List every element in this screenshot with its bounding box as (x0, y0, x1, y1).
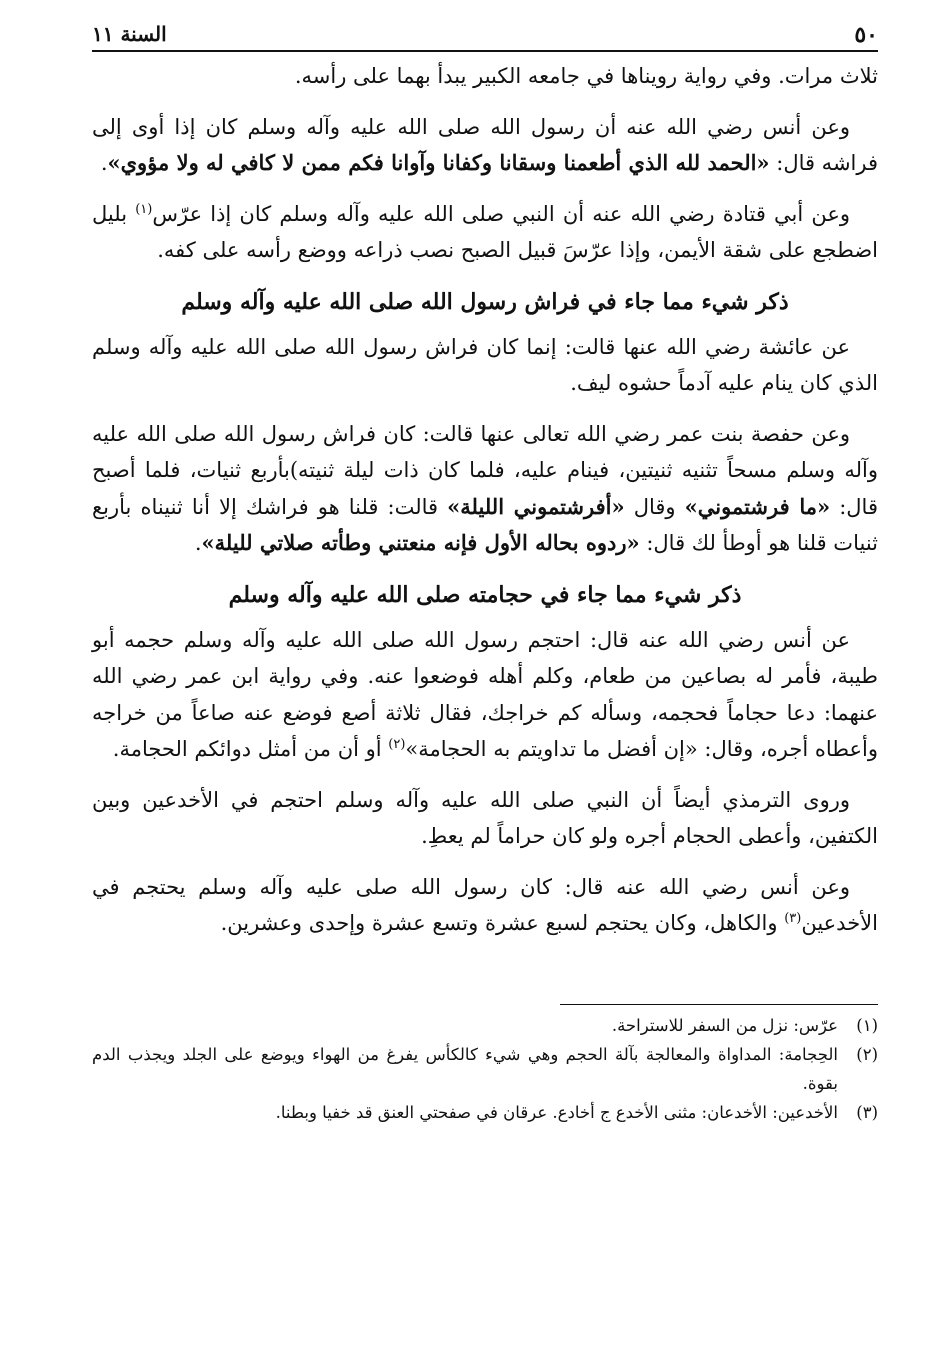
footnote-text: الأخدعين: الأخدعان: مثنى الأخدع ج أخادع. عرقان في صفحتي العنق قد خفيا وبطنا. (275, 1102, 838, 1122)
paragraph-abu-qatada: وعن أبي قتادة رضي الله عنه أن النبي صلى الله عليه وآله وسلم كان إذا عرّس$^{(١)}$ بليل اضطجع على شقة الأيمن، وإذا عرّسَ قبيل الصبح نصب ذراعه ووضع رأسه على كفه. (92, 201, 878, 262)
paragraph-continuation: ثلاث مرات. وفي رواية رويناها في جامعه الكبير يبدأ بهما على رأسه. (294, 64, 878, 88)
footnote-divider (560, 1004, 878, 1005)
footnote-text: الحِجامة: المداواة والمعالجة بآلة الحجم وهي شيء كالكأس يفرغ من الهواء ويوضع على الجلد ويجذب الدم بقوة. (92, 1044, 838, 1093)
section-heading-bedding: ذكر شيء مما جاء في فراش رسول الله صلى الله عليه وآله وسلم (181, 288, 789, 315)
footnote-item (92, 1098, 878, 1127)
running-title: السنة ١١ (92, 22, 167, 46)
paragraph-anas-cupping: عن أنس رضي الله عنه قال: احتجم رسول الله صلى الله عليه وآله وسلم حجمه أبو طيبة، فأمر له بصاعين من طعام، وكلم أهله فوضعوا عنه. وفي رواية ابن عمر رضي الله عنهما: دعا حجاماً فحجمه، وسأله كم خراجك، فقال ثلاثة أصع فوضع عنه صاعاً من خراجه وأعطاه أجره، وقال: «إن أفضل ما تداويتم به الحجامة»$^{(٢)}$ أو أن من أمثل دوائكم الحجامة. (92, 627, 878, 761)
footnotes (92, 1004, 878, 1127)
footnote-text: عرّس: نزل من السفر للاستراحة. (611, 1015, 838, 1035)
book-page (92, 18, 878, 1127)
paragraph-aisha: عن عائشة رضي الله عنها قالت: إنما كان فراش رسول الله صلى الله عليه وآله وسلم الذي كان ينام عليه آدماً حشوه ليف. (92, 334, 878, 395)
footnote-ref-2: (٢) (388, 737, 406, 752)
quote-1: «ما فرشتموني» (684, 493, 831, 519)
page-header (92, 18, 878, 52)
footnote-number: (١) (856, 1015, 878, 1035)
quote-2: «أفرشتموني الليلة» (447, 493, 625, 519)
paragraph-hafsa: وعن حفصة بنت عمر رضي الله تعالى عنها قالت: كان فراش رسول الله صلى الله عليه وآله وسلم مسحاً تثنيه ثنيتين، فينام عليه، فلما كان ذات ليلة ثنيته)بأربع ثنيات، فلما أصبح قال: «ما فرشتموني» وقال «أفرشتموني الليلة» قالت: قلنا هو فراشك إلا أنا ثنيناه بأربع ثنيات قلنا هو أوطأ لك قال: «ردوه بحاله الأول فإنه منعتني وطأته صلاتي لليلة». (92, 421, 878, 555)
page-number: ٥٠ (854, 22, 878, 48)
footnote-number: (٢) (856, 1044, 878, 1064)
quote-hamd: «الحمد لله الذي أطعمنا وسقانا وكفانا وآوانا فكم ممن لا كافي له ولا مؤوي» (107, 150, 770, 175)
footnote-item (92, 1011, 878, 1040)
section-heading-cupping: ذكر شيء مما جاء في حجامته صلى الله عليه وآله وسلم (228, 581, 742, 608)
paragraph-tirmidhi: وروى الترمذي أيضاً أن النبي صلى الله عليه وآله وسلم احتجم في الأخدعين وبين الكتفين، وأعطى الحجام أجره ولو كان حراماً لم يعطِ. (92, 787, 878, 848)
footnote-ref-1: (١) (135, 201, 153, 217)
footnote-item (92, 1040, 878, 1098)
footnote-number: (٣) (856, 1102, 878, 1122)
quote-3: «ردوه بحاله الأول فإنه منعتني وطأته صلاتي لليلة» (201, 530, 640, 555)
paragraph-anas-bedtime: وعن أنس رضي الله عنه أن رسول الله صلى الله عليه وآله وسلم كان إذا أوى إلى فراشه قال: «الحمد لله الذي أطعمنا وسقانا وكفانا وآوانا فكم ممن لا كافي له ولا مؤوي». (92, 114, 878, 175)
footnote-ref-3: (٣) (784, 911, 802, 926)
paragraph-anas-akhdain: وعن أنس رضي الله عنه قال: كان رسول الله صلى عليه وآله وسلم يحتجم في الأخدعين$^{(٣)}$ والكاهل، وكان يحتجم لسبع عشرة وتسع عشرة وإحدى وعشرين. (92, 874, 878, 935)
